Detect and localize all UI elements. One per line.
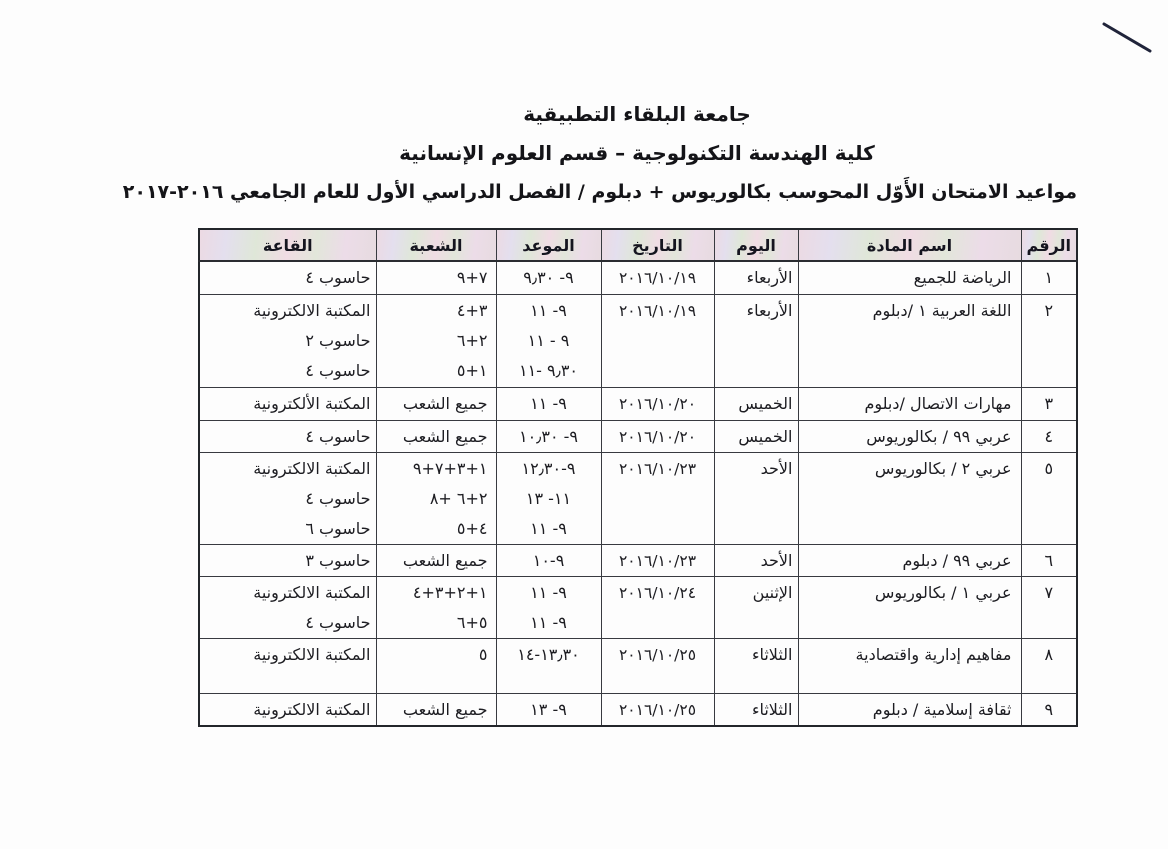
slot-line: ٧ bbox=[1044, 582, 1054, 602]
column-header-day: اليوم bbox=[714, 229, 798, 261]
cell-hall bbox=[199, 261, 376, 294]
cell-day bbox=[714, 387, 798, 420]
slot-line: ٥ bbox=[1044, 458, 1054, 478]
slot-line: عربي ١ / بكالوريوس bbox=[874, 582, 1012, 602]
cell-section bbox=[376, 261, 496, 294]
slot-line: ٧+٩ bbox=[456, 268, 488, 287]
slot-line: حاسوب ٣ bbox=[305, 550, 371, 570]
cell-time bbox=[496, 452, 601, 544]
university-title: جامعة البلقاء التطبيقية bbox=[523, 102, 751, 126]
slot-line: ٩ bbox=[1044, 699, 1054, 719]
cell-hall bbox=[199, 638, 376, 693]
cell-day bbox=[714, 576, 798, 638]
cell-date bbox=[601, 387, 714, 420]
column-header-date: التاريخ bbox=[601, 229, 714, 261]
slot-line: ١+٢+٣+٤ bbox=[412, 582, 488, 602]
slot-line: حاسوب ٤ bbox=[305, 360, 371, 380]
cell-num bbox=[1021, 693, 1077, 726]
cell-section bbox=[376, 420, 496, 452]
slot-line: مفاهيم إدارية واقتصادية bbox=[855, 644, 1012, 664]
slot-line: ٢٠١٦/١٠/٢٥ bbox=[618, 645, 697, 664]
slot-line: ١ bbox=[1044, 268, 1054, 287]
cell-num bbox=[1021, 261, 1077, 294]
cell-subject bbox=[798, 294, 1021, 387]
slot-line: حاسوب ٢ bbox=[305, 330, 371, 350]
slot-line: جميع الشعب bbox=[402, 426, 488, 446]
slot-line: ٩- ١١ bbox=[530, 612, 567, 632]
slot-line: المكتبة الالكترونية bbox=[253, 582, 371, 602]
cell-subject bbox=[798, 387, 1021, 420]
cell-day bbox=[714, 544, 798, 576]
cell-hall bbox=[199, 544, 376, 576]
slot-line: ٢٠١٦/١٠/٢٠ bbox=[618, 394, 697, 413]
slot-line: حاسوب ٤ bbox=[305, 488, 371, 508]
cell-section bbox=[376, 544, 496, 576]
column-header-subject: اسم المادة bbox=[798, 229, 1021, 261]
cell-num bbox=[1021, 576, 1077, 638]
cell-section bbox=[376, 693, 496, 726]
cell-subject bbox=[798, 638, 1021, 693]
slot-line: ٣+٤ bbox=[456, 300, 488, 320]
slot-line: ٤+٥ bbox=[456, 518, 488, 538]
table-row bbox=[199, 638, 1077, 693]
cell-date bbox=[601, 452, 714, 544]
slot-line: الثلاثاء bbox=[751, 644, 793, 664]
slot-line: المكتبة الألكترونية bbox=[253, 393, 371, 413]
slot-line: ٩-١٢٫٣٠ bbox=[521, 458, 576, 478]
cell-date bbox=[601, 576, 714, 638]
slot-line: ١+٥ bbox=[456, 360, 488, 380]
cell-time bbox=[496, 693, 601, 726]
slot-line: الإثنين bbox=[752, 582, 793, 602]
cell-time bbox=[496, 294, 601, 387]
slot-line: المكتبة الالكترونية bbox=[253, 699, 371, 719]
cell-day bbox=[714, 638, 798, 693]
cell-num bbox=[1021, 638, 1077, 693]
slot-line: حاسوب ٤ bbox=[305, 612, 371, 632]
header-row bbox=[199, 229, 1077, 261]
cell-section bbox=[376, 387, 496, 420]
table-row bbox=[199, 576, 1077, 638]
cell-section bbox=[376, 294, 496, 387]
cell-hall bbox=[199, 387, 376, 420]
document-header bbox=[122, 102, 1077, 219]
slot-line: المكتبة الالكترونية bbox=[253, 644, 371, 664]
slot-line: الخميس bbox=[738, 393, 793, 413]
table-row bbox=[199, 693, 1077, 726]
cell-num bbox=[1021, 294, 1077, 387]
cell-num bbox=[1021, 452, 1077, 544]
slot-line: ١٣٫٣٠-١٤ bbox=[517, 644, 580, 664]
slot-line: ثقافة إسلامية / دبلوم bbox=[872, 699, 1012, 719]
cell-subject bbox=[798, 261, 1021, 294]
cell-time bbox=[496, 576, 601, 638]
cell-day bbox=[714, 452, 798, 544]
slot-line: ٢٠١٦/١٠/١٩ bbox=[618, 301, 697, 320]
table-row bbox=[199, 294, 1077, 387]
slot-line: ٥+٦ bbox=[456, 612, 488, 632]
slot-line: جميع الشعب bbox=[402, 393, 488, 413]
cell-subject bbox=[798, 544, 1021, 576]
slot-line: ٩- ١١ bbox=[530, 300, 567, 320]
slot-line: ٢٠١٦/١٠/٢٣ bbox=[618, 551, 697, 570]
slot-line: حاسوب ٤ bbox=[305, 268, 371, 287]
cell-day bbox=[714, 261, 798, 294]
column-header-section: الشعبة bbox=[376, 229, 496, 261]
exam-table-body bbox=[199, 261, 1077, 726]
slot-line: ٨ bbox=[1044, 644, 1054, 664]
cell-time bbox=[496, 638, 601, 693]
cell-subject bbox=[798, 420, 1021, 452]
cell-day bbox=[714, 420, 798, 452]
slot-line: ٢ bbox=[1044, 300, 1054, 320]
cell-date bbox=[601, 261, 714, 294]
slot-line: الأحد bbox=[760, 550, 793, 570]
slot-line: المكتبة الالكترونية bbox=[253, 300, 371, 320]
cell-hall bbox=[199, 420, 376, 452]
slot-line: ٩- ١١ bbox=[530, 518, 567, 538]
slot-line: ٥ bbox=[478, 644, 488, 664]
cell-time bbox=[496, 544, 601, 576]
schedule-title: مواعيد الامتحان الأَوّل المحوسب بكالوريوس + دبلوم / الفصل الدراسي الأول للعام الجامعي ٢٠١٦-٢٠١٧ bbox=[122, 181, 1077, 203]
slot-line: الثلاثاء bbox=[751, 699, 793, 719]
slot-line: عربي ٢ / بكالوريوس bbox=[874, 458, 1012, 478]
cell-num bbox=[1021, 544, 1077, 576]
faculty-department-title: كلية الهندسة التكنولوجية – قسم العلوم الإنسانية bbox=[399, 141, 875, 165]
cell-hall bbox=[199, 693, 376, 726]
slot-line: الأربعاء bbox=[746, 300, 793, 320]
slot-line: ٢٠١٦/١٠/٢٤ bbox=[618, 583, 697, 602]
cell-subject bbox=[798, 576, 1021, 638]
slot-line: ٢٠١٦/١٠/١٩ bbox=[618, 269, 697, 287]
table-row bbox=[199, 544, 1077, 576]
slot-line: ٩-١٠ bbox=[532, 550, 565, 570]
slot-line: الأربعاء bbox=[746, 268, 793, 287]
slot-line: ٩- ١١ bbox=[530, 393, 567, 413]
slot-line: ٦ bbox=[1044, 550, 1054, 570]
slot-line: عربي ٩٩ / بكالوريوس bbox=[866, 426, 1012, 446]
slot-line: حاسوب ٦ bbox=[305, 518, 371, 538]
slot-line: اللغة العربية ١ /دبلوم bbox=[872, 300, 1012, 320]
slot-line: ٤ bbox=[1044, 426, 1054, 446]
cell-date bbox=[601, 693, 714, 726]
cell-date bbox=[601, 420, 714, 452]
table-row bbox=[199, 387, 1077, 420]
column-header-num: الرقم bbox=[1021, 229, 1077, 261]
slot-line: جميع الشعب bbox=[402, 699, 488, 719]
slot-line: الخميس bbox=[738, 426, 793, 446]
table-row bbox=[199, 261, 1077, 294]
slot-line: ١+٣+٧+٩ bbox=[412, 458, 488, 478]
cell-num bbox=[1021, 420, 1077, 452]
column-header-hall: القاعة bbox=[199, 229, 376, 261]
table-row bbox=[199, 420, 1077, 452]
slot-line: ٩- ١٠٫٣٠ bbox=[518, 426, 579, 446]
exam-table-head bbox=[199, 229, 1077, 261]
slot-line: ٩- ١٣ bbox=[530, 699, 567, 719]
slot-line: ٢٠١٦/١٠/٢٥ bbox=[618, 700, 697, 719]
cell-section bbox=[376, 452, 496, 544]
cell-hall bbox=[199, 294, 376, 387]
cell-date bbox=[601, 638, 714, 693]
slot-line: حاسوب ٤ bbox=[305, 426, 371, 446]
slot-line: ٩- ١١ bbox=[530, 582, 567, 602]
cell-time bbox=[496, 420, 601, 452]
slot-line: الرياضة للجميع bbox=[913, 268, 1012, 287]
cell-section bbox=[376, 576, 496, 638]
slot-line: ٩٫٣٠ -١١ bbox=[518, 360, 579, 380]
cell-hall bbox=[199, 452, 376, 544]
cell-time bbox=[496, 261, 601, 294]
slot-line: ٢+٦ bbox=[456, 330, 488, 350]
slot-line: الأحد bbox=[760, 458, 793, 478]
cell-time bbox=[496, 387, 601, 420]
cell-hall bbox=[199, 576, 376, 638]
slot-line: ٩ - ١١ bbox=[527, 330, 570, 350]
column-header-time: الموعد bbox=[496, 229, 601, 261]
slot-line: المكتبة الالكترونية bbox=[253, 458, 371, 478]
cell-day bbox=[714, 294, 798, 387]
cell-subject bbox=[798, 452, 1021, 544]
slot-line: ٢٠١٦/١٠/٢٣ bbox=[618, 459, 697, 478]
slot-line: ١١- ١٣ bbox=[525, 488, 572, 508]
pen-mark-icon bbox=[1098, 16, 1160, 60]
slot-line: ٢+٦ +٨ bbox=[429, 488, 488, 508]
cell-num bbox=[1021, 387, 1077, 420]
slot-line: ٣ bbox=[1044, 393, 1054, 413]
table-row bbox=[199, 452, 1077, 544]
slot-line: جميع الشعب bbox=[402, 550, 488, 570]
cell-section bbox=[376, 638, 496, 693]
slot-line: ٩- ٩٫٣٠ bbox=[523, 268, 574, 287]
cell-date bbox=[601, 294, 714, 387]
exam-table bbox=[198, 228, 1078, 727]
cell-date bbox=[601, 544, 714, 576]
slot-line: ٢٠١٦/١٠/٢٠ bbox=[618, 427, 697, 446]
cell-day bbox=[714, 693, 798, 726]
cell-subject bbox=[798, 693, 1021, 726]
slot-line: مهارات الاتصال /دبلوم bbox=[864, 393, 1012, 413]
slot-line: عربي ٩٩ / دبلوم bbox=[902, 550, 1012, 570]
